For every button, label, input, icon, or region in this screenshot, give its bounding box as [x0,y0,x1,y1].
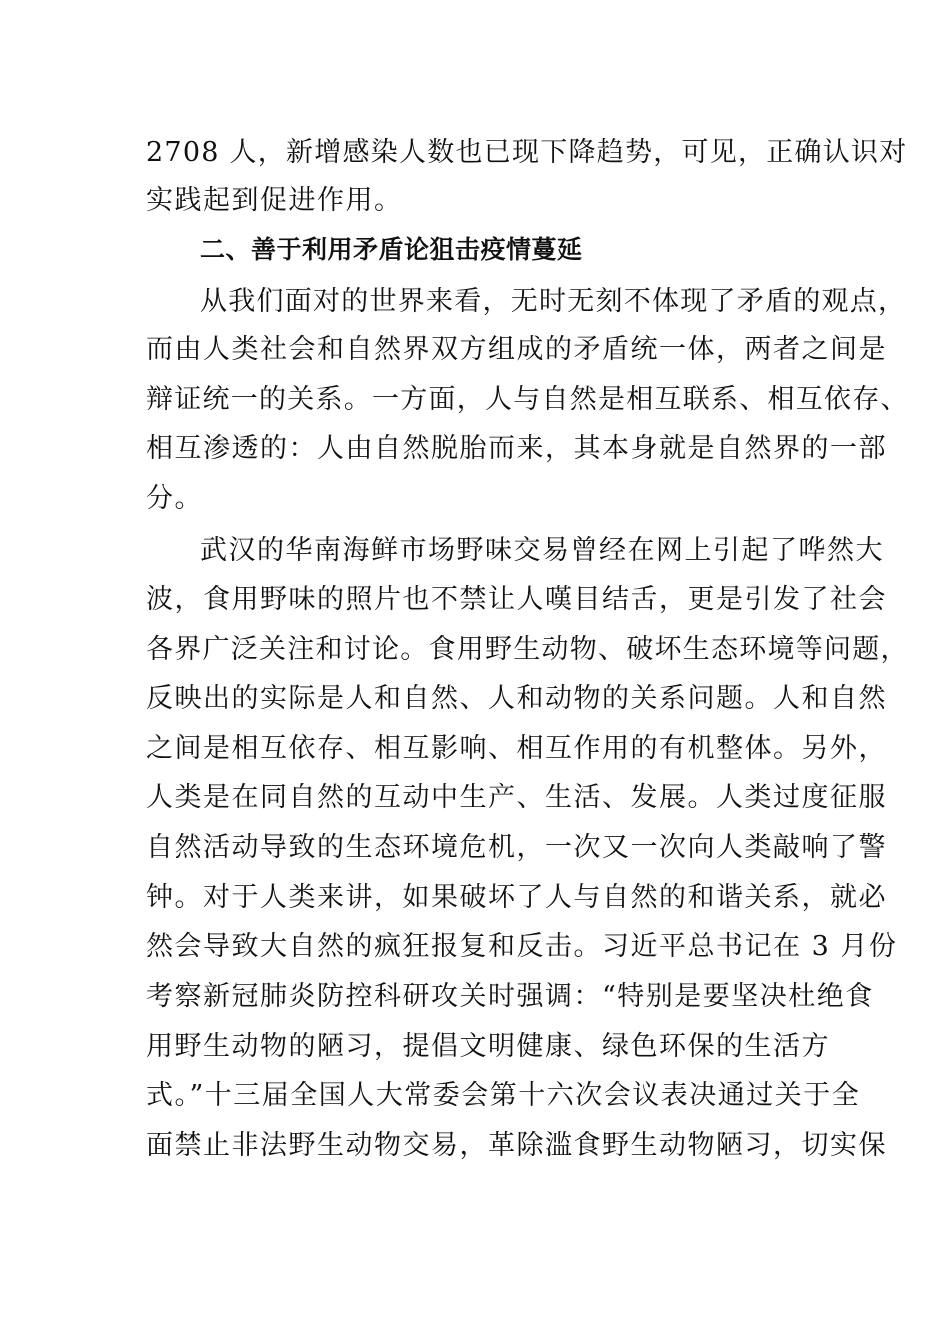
text-line: 式。”十三届全国人大常委会第十六次会议表决通过关于全 [146,1080,861,1111]
section-heading: 二、善于利用矛盾论狙击疫情蔓延 [200,235,583,264]
text-line: 人类是在同自然的互动中生产、生活、发展。人类过度征服 [146,782,887,813]
text-line: 面禁止非法野生动物交易，革除滥食野生动物陋习，切实保 [146,1130,887,1161]
text-line: 考察新冠肺炎防控科研攻关时强调：“特别是要坚决杜绝食 [146,981,874,1012]
text-line: 钟。对于人类来讲，如果破坏了人与自然的和谐关系，就必 [146,882,887,913]
text-line: 分。 [146,483,203,514]
text-line: 从我们面对的世界来看，无时无刻不体现了矛盾的观点， [200,286,907,317]
text-line: 各界广泛关注和讨论。食用野生动物、破坏生态环境等问题， [146,634,909,665]
text-line: 辩证统一的关系。一方面，人与自然是相互联系、相互依存、 [146,384,909,415]
text-line: 实践起到促进作用。 [146,185,403,216]
text-line: 用野生动物的陋习，提倡文明健康、绿色环保的生活方 [146,1031,830,1062]
text-line: 相互渗透的：人由自然脱胎而来，其本身就是自然界的一部 [146,433,887,464]
text-line: 2708 人，新增感染人数也已现下降趋势，可见，正确认识对 [146,137,908,168]
text-line: 波，食用野味的照片也不禁让人嘆目结舌，更是引发了社会 [146,584,887,615]
text-line: 之间是相互依存、相互影响、相互作用的有机整体。另外， [146,733,887,764]
text-line: 而由人类社会和自然界双方组成的矛盾统一体，两者之间是 [146,334,887,365]
text-line: 自然活动导致的生态环境危机，一次又一次向人类敲响了警 [146,832,887,863]
text-line: 然会导致大自然的疯狂报复和反击。习近平总书记在 3 月份 [146,931,898,962]
text-line: 反映出的实际是人和自然、人和动物的关系问题。人和自然 [146,683,887,714]
text-line: 武汉的华南海鲜市场野味交易曾经在网上引起了哗然大 [200,535,884,566]
